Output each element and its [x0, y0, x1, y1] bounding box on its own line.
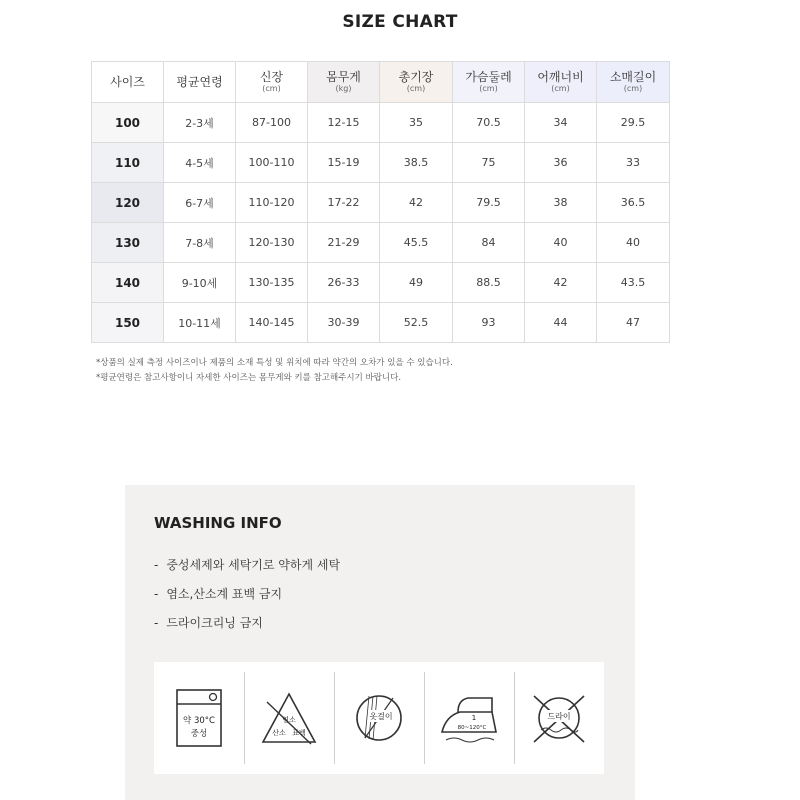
- column-unit: (cm): [406, 84, 426, 93]
- no-dryclean-icon: [528, 688, 590, 748]
- column-unit: (kg): [335, 84, 352, 93]
- column-header: [453, 62, 525, 103]
- column-header: [308, 62, 380, 103]
- care-icon-cell: [514, 662, 604, 774]
- table-row: [92, 263, 670, 303]
- table-cell: 140-145: [236, 303, 308, 343]
- bleach-chlorine-label: 염소: [282, 716, 296, 724]
- table-cell: 36.5: [597, 183, 670, 223]
- iron-temp-label: 80~120°C: [457, 725, 487, 731]
- table-cell: 10-11세: [164, 303, 236, 343]
- column-header: [164, 62, 236, 103]
- bullet-dash: -: [154, 587, 159, 601]
- note-line: *평균연령은 참고사항이니 자세한 사이즈는 몸무게와 키를 참고해주시기 바랍니다.: [96, 373, 402, 383]
- table-cell: 84: [453, 223, 525, 263]
- iron-level-label: 1: [471, 714, 477, 722]
- table-cell: 38.5: [380, 143, 453, 183]
- table-cell: 17-22: [308, 183, 380, 223]
- column-unit: (cm): [479, 84, 498, 93]
- table-cell: 21-29: [308, 223, 380, 263]
- table-cell: 75: [453, 143, 525, 183]
- iron-icon: [436, 688, 502, 748]
- table-cell: 49: [380, 263, 453, 303]
- washing-instruction: [154, 614, 340, 643]
- table-cell: 33: [597, 143, 670, 183]
- column-unit: (cm): [551, 84, 570, 93]
- care-icon-cell: [334, 662, 424, 774]
- table-cell: 36: [525, 143, 597, 183]
- washing-info-title: WASHING INFO: [154, 514, 282, 532]
- care-icon-cell: [424, 662, 514, 774]
- table-cell: 7-8세: [164, 223, 236, 263]
- column-label: 총기장: [398, 70, 434, 84]
- table-row: [92, 143, 670, 183]
- column-label: 신장: [259, 70, 284, 84]
- care-icon-cell: [154, 662, 244, 774]
- table-cell: 120-130: [236, 223, 308, 263]
- table-cell: 38: [525, 183, 597, 223]
- hang-label: 옷걸이: [369, 712, 393, 721]
- bleach-oxygen-label: 산소: [272, 729, 286, 737]
- washing-instruction: [154, 585, 340, 614]
- size-cell: 150: [92, 303, 164, 343]
- size-cell: 100: [92, 103, 164, 143]
- size-chart-body: [92, 103, 670, 343]
- size-cell: 130: [92, 223, 164, 263]
- table-cell: 15-19: [308, 143, 380, 183]
- table-cell: 35: [380, 103, 453, 143]
- column-header: [92, 62, 164, 103]
- table-cell: 30-39: [308, 303, 380, 343]
- washing-instructions: [154, 556, 340, 643]
- table-cell: 130-135: [236, 263, 308, 303]
- machine-wash-icon: [171, 686, 227, 750]
- care-icons-strip: [154, 662, 604, 774]
- table-cell: 42: [525, 263, 597, 303]
- table-cell: 79.5: [453, 183, 525, 223]
- table-cell: 29.5: [597, 103, 670, 143]
- table-row: [92, 183, 670, 223]
- column-unit: (cm): [262, 84, 281, 93]
- table-cell: 4-5세: [164, 143, 236, 183]
- column-label: 가슴둘레: [465, 70, 512, 84]
- table-cell: 43.5: [597, 263, 670, 303]
- size-notes: [96, 356, 453, 386]
- table-cell: 47: [597, 303, 670, 343]
- wash-temp-label: 약 30°C: [183, 716, 215, 726]
- table-row: [92, 103, 670, 143]
- table-cell: 44: [525, 303, 597, 343]
- instruction-text: 중성세제와 세탁기로 약하게 세탁: [166, 558, 341, 572]
- hang-dry-icon: [349, 688, 409, 748]
- column-header: [236, 62, 308, 103]
- table-cell: 100-110: [236, 143, 308, 183]
- column-label: 소매길이: [609, 70, 657, 84]
- washing-info-panel: [125, 485, 635, 800]
- note-line: *상품의 실제 측정 사이즈이나 제품의 소재 특성 및 위치에 따라 약간의 오차가 있을 수 있습니다.: [96, 358, 453, 368]
- size-cell: 120: [92, 183, 164, 223]
- column-header: [380, 62, 453, 103]
- bullet-dash: -: [154, 558, 159, 572]
- table-cell: 87-100: [236, 103, 308, 143]
- no-bleach-icon: [257, 688, 321, 748]
- washing-instruction: [154, 556, 340, 585]
- table-cell: 40: [597, 223, 670, 263]
- table-cell: 9-10세: [164, 263, 236, 303]
- size-cell: 110: [92, 143, 164, 183]
- column-label: 평균연령: [176, 75, 223, 89]
- table-cell: 40: [525, 223, 597, 263]
- table-cell: 34: [525, 103, 597, 143]
- column-label: 몸무게: [326, 70, 361, 84]
- table-cell: 70.5: [453, 103, 525, 143]
- table-cell: 6-7세: [164, 183, 236, 223]
- column-label: 사이즈: [110, 75, 145, 89]
- column-unit: (cm): [623, 84, 643, 93]
- column-label: 어깨너비: [537, 70, 584, 84]
- table-cell: 52.5: [380, 303, 453, 343]
- table-row: [92, 223, 670, 263]
- table-cell: 12-15: [308, 103, 380, 143]
- dryclean-label: 드라이: [547, 712, 571, 721]
- size-cell: 140: [92, 263, 164, 303]
- column-header: [525, 62, 597, 103]
- header-row: [92, 62, 670, 103]
- table-cell: 26-33: [308, 263, 380, 303]
- table-cell: 42: [380, 183, 453, 223]
- bullet-dash: -: [154, 616, 159, 630]
- instruction-text: 드라이크리닝 금지: [166, 616, 263, 630]
- instruction-text: 염소,산소계 표백 금지: [166, 587, 283, 601]
- table-cell: 88.5: [453, 263, 525, 303]
- table-row: [92, 303, 670, 343]
- column-header: [597, 62, 670, 103]
- wash-detergent-label: 중성: [190, 729, 208, 739]
- table-cell: 2-3세: [164, 103, 236, 143]
- table-cell: 93: [453, 303, 525, 343]
- bleach-label: 표백: [292, 729, 306, 737]
- size-chart-title: SIZE CHART: [342, 12, 458, 32]
- table-cell: 110-120: [236, 183, 308, 223]
- size-chart-table: [91, 61, 670, 343]
- care-icon-cell: [244, 662, 334, 774]
- table-cell: 45.5: [380, 223, 453, 263]
